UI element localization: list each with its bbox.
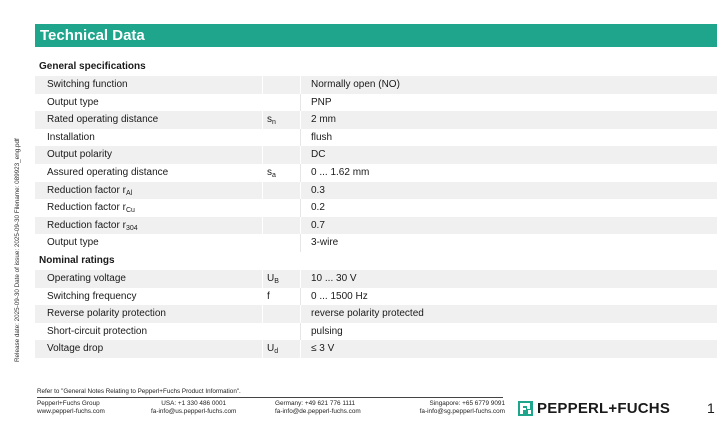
footer-col-usa [151, 400, 236, 416]
spec-row [35, 270, 717, 288]
spec-row [35, 146, 717, 164]
section-title: Technical Data [35, 24, 717, 47]
spec-name: Short-circuit protection [35, 323, 263, 341]
spec-symbol [263, 305, 301, 323]
spec-name: Reverse polarity protection [35, 305, 263, 323]
usa-email[interactable]: fa-info@us.pepperl-fuchs.com [151, 408, 237, 415]
spec-row [35, 288, 717, 306]
section-heading: Nominal ratings [35, 252, 717, 270]
spec-value: DC [311, 149, 326, 161]
spec-symbol [263, 217, 301, 235]
spec-value: 2 mm [311, 114, 336, 126]
spec-name: Voltage drop [35, 340, 263, 358]
spec-value: 0.2 [311, 202, 325, 214]
footer-note: Refer to "General Notes Relating to Pepperl+Fuchs Product Information". [37, 388, 241, 395]
spec-value: 0 ... 1.62 mm [311, 166, 370, 178]
spec-value: ≤ 3 V [311, 343, 335, 355]
spec-row [35, 234, 717, 252]
spec-row [35, 76, 717, 94]
footer-col-singapore [420, 400, 505, 416]
spec-value: PNP [311, 96, 332, 108]
footer-divider [37, 397, 503, 398]
spec-symbol: f [263, 288, 301, 306]
spec-value: reverse polarity protected [311, 308, 424, 320]
spec-value: flush [311, 131, 333, 143]
spec-value: 0 ... 1500 Hz [311, 290, 368, 302]
spec-name: Installation [35, 129, 263, 147]
spec-row [35, 323, 717, 341]
spec-value: pulsing [311, 325, 343, 337]
spec-symbol [263, 199, 301, 217]
spec-row [35, 199, 717, 217]
spec-symbol [263, 234, 301, 252]
singapore-phone: Singapore: +65 6779 9091 [429, 400, 505, 407]
spec-symbol [263, 146, 301, 164]
brand-logo [518, 399, 670, 417]
spec-value: 0.7 [311, 219, 325, 231]
spec-symbol [263, 129, 301, 147]
singapore-email[interactable]: fa-info@sg.pepperl-fuchs.com [419, 408, 505, 415]
spec-name: Switching frequency [35, 288, 263, 306]
spec-name: Reduction factor $r_{Al}$ [35, 182, 263, 200]
spec-symbol: $U_d$ [263, 340, 301, 358]
spec-row [35, 305, 717, 323]
spec-table [35, 58, 717, 358]
spec-name: Operating voltage [35, 270, 263, 288]
spec-row [35, 182, 717, 200]
spec-name: Rated operating distance [35, 111, 263, 129]
spec-name: Output type [35, 94, 263, 112]
logo-text: PEPPERL+FUCHS [537, 399, 671, 417]
spec-value: 10 ... 30 V [311, 272, 357, 284]
section-heading: General specifications [35, 58, 717, 76]
spec-row [35, 340, 717, 358]
website-link[interactable]: www.pepperl-fuchs.com [37, 408, 105, 415]
germany-email[interactable]: fa-info@de.pepperl-fuchs.com [275, 408, 361, 415]
spec-row [35, 94, 717, 112]
spec-name: Output type [35, 234, 263, 252]
footer-col-group [37, 400, 105, 416]
spec-symbol: $s_a$ [263, 164, 301, 182]
spec-value: 0.3 [311, 184, 325, 196]
spec-row [35, 164, 717, 182]
spec-value: 3-wire [311, 237, 339, 249]
spec-value: Normally open (NO) [311, 79, 400, 90]
spec-symbol [263, 182, 301, 200]
release-info-sidebar: Release date: 2025-09-30 Date of issue: 2025-09-30 Filename: 089923_eng.pdf [14, 138, 21, 362]
spec-name: Reduction factor $r_{Cu}$ [35, 199, 263, 217]
group-name: Pepperl+Fuchs Group [37, 400, 100, 407]
spec-symbol [263, 76, 301, 94]
spec-row [35, 129, 717, 147]
logo-mark-icon [518, 401, 533, 416]
spec-row [35, 217, 717, 235]
spec-symbol [263, 323, 301, 341]
spec-name: Switching function [35, 76, 263, 94]
spec-name: Assured operating distance [35, 164, 263, 182]
footer-col-germany [275, 400, 361, 416]
page-number: 1 [707, 400, 715, 416]
spec-row [35, 111, 717, 129]
spec-symbol: $U_B$ [263, 270, 301, 288]
spec-symbol [263, 94, 301, 112]
germany-phone: Germany: +49 621 776 1111 [275, 400, 356, 407]
usa-phone: USA: +1 330 486 0001 [161, 400, 227, 407]
spec-name: Output polarity [35, 146, 263, 164]
spec-name: Reduction factor $r_{304}$ [35, 217, 263, 235]
spec-symbol: $s_n$ [263, 111, 301, 129]
